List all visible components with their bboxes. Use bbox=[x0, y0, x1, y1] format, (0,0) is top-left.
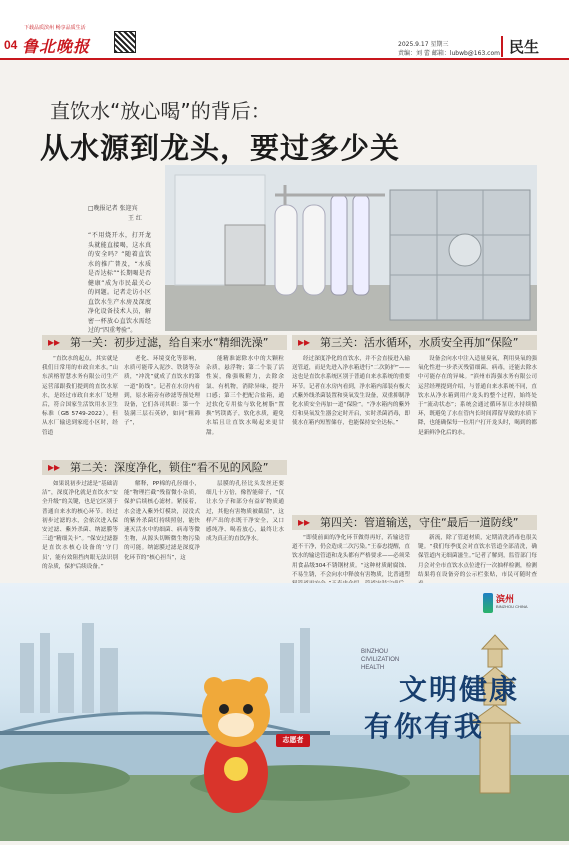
section-1-col-2: 老化、环境变化等影响，水质可能带入泥沙、铁锈等杂质，“冲洗”就成了直饮水的第一道“防线”。记者在水房内看到，原水箱旁有砂滤等预处理设备，它们各司其职：第一个装满三层石英砂，如同“粗筛子”， bbox=[124, 356, 200, 427]
chevron-right-icon: ▸▸ bbox=[298, 335, 311, 349]
section-1-heading bbox=[42, 335, 287, 350]
article-kicker: 直饮水“放心喝”的背后： bbox=[50, 99, 271, 123]
volunteer-badge: 志愿者 bbox=[276, 734, 310, 747]
banner-en-line-3: HEALTH bbox=[361, 665, 385, 671]
byline-reporter-1: □晚报记者 张迎宾 bbox=[88, 205, 138, 212]
byline bbox=[88, 204, 148, 224]
newspaper-name: 鲁北晚报 bbox=[22, 37, 91, 56]
section-3-heading-text: 第三关：活水循环，水质安全再加“保险” bbox=[320, 336, 519, 349]
masthead-slogan: 下载品质滨州 畅享品质生活 bbox=[24, 25, 86, 31]
section-4-heading-text: 第四关：管道输送，守住“最后一道防线” bbox=[320, 516, 519, 529]
section-1-col-3: 能精准滤除水中的大颗粒杂质，悬浮物；第二个装了活性炭，像强吸附力，去除余氯、有机物，消除异味，提升口感；第三个把配合盐箱，通过软化专用盐与软化树脂“置换”钙镁离子，软化水质，避免水垢且让直饮水喝起来更甘甜。 bbox=[206, 356, 284, 436]
section-2-heading bbox=[42, 460, 287, 475]
section-1-col-1: “直饮水的起点，其实就是我们日常用的市政自来水。”山东滨榕智慧水务有限公司生产运营部跟我们提到的直饮水原水，是经过市政自来水厂处理后，符合国家生活饮用水卫生标准（GB 5749-2022），但从水厂输送到家庭小区时，经管道 bbox=[42, 356, 118, 436]
section-2-col-3: 层膜的孔径比头发丝还要细几十万倍，像智能筛子，“仅让水分子和部分有益矿物质通过，其他有害物质被截留”，这样产出的水既干净安全，又口感纯净、喝着放心，最终让水成为真正的直饮净水。 bbox=[206, 481, 284, 543]
section-3-col-1: 经过深度净化的直饮水，并不会直接进入输送管道，而是先进入净水箱进行“二次防护”——这也是直饮水系统区别于普通自来水系统的重要环节。记者在水房内看到，净水箱内部装有极大式紫外线杀菌装置和臭氧发生设备，双重抑制净化水质安全再加一道“保险”。“净水箱内的紫外灯和臭氧发生器会定时开启，实时杀菌消毒，即使水在箱内短暂储存，也能保持安全达标。” bbox=[292, 356, 410, 427]
section-4-col-2: 新流，除了管道材质，定期清洗消毒也很关键。“我们每季度会对直饮水管道全部清洗，确保管道内无细菌滋生。”记者了解到，监管部门每月会对全市直饮水点位进行一次抽样检测，检测结果将在设备旁的公示栏张贴，市民可随时查 bbox=[418, 535, 537, 578]
section-1-heading-text: 第一关：初步过滤，给自来水“精细洗澡” bbox=[70, 336, 269, 349]
header-divider bbox=[0, 58, 569, 60]
section-label: 民生 bbox=[501, 36, 539, 57]
section-2-col-1: 如果说初步过滤是“基础清洁”，深度净化就是直饮水“安全升级”的关键，也是它区别于普通自来水的核心环节。经过初步过滤的水，会依次进入保安过滤、紫外杀菌、纳滤膜等三道“精细关卡”。“保安过滤器是直饮水核心设备的‘守门员’，能有效阻挡肉眼无法识别的杂质，保护后续设备。” bbox=[42, 481, 118, 570]
chevron-right-icon: ▸▸ bbox=[48, 335, 61, 349]
qr-code-icon bbox=[114, 31, 136, 53]
section-2-heading-text: 第二关：深度净化，锁住“看不见的风险” bbox=[70, 461, 269, 474]
equipment-illustration bbox=[165, 165, 537, 331]
logo-title: 滨州 bbox=[496, 595, 515, 605]
banner-english-text bbox=[361, 648, 399, 672]
banner-slogan-line-1: 文明健康 bbox=[399, 673, 520, 706]
page-number: 04 bbox=[4, 38, 18, 52]
banner-en-line-1: BINZHOU bbox=[361, 649, 388, 655]
article-title: 从水源到龙头，要过多少关 bbox=[40, 131, 401, 165]
editor-info: 责编：刘 蕾 邮箱：lubwb@163.com bbox=[398, 50, 500, 57]
water-plant-photo bbox=[165, 165, 537, 331]
chevron-right-icon: ▸▸ bbox=[298, 515, 311, 529]
logo-subtitle: BINZHOU CHINA bbox=[496, 604, 528, 609]
article-lead: “不用烧开水，打开龙头就能直接喝，这水真的安全吗？”随着直饮水的推广普及，“水质是否达标”“长期喝是否健康”成为市民最关心的问题。记者走访小区直饮水生产水房及深度净化设备技术人员，解密一杯放心直饮水需经过的“四重考验”。 bbox=[88, 232, 151, 334]
section-4-col-1: “即使前面的净化环节做得再好，若输送管道不干净，仍会造成二次污染。”王泰忠提醒，直饮水的输送管道和龙头都有严格要求——必须采用食品级304不锈钢材质。“这种材质耐腐蚀、不易生锈，不会向水中释放有害物质，比普通塑 bbox=[292, 535, 410, 578]
section-4-heading bbox=[292, 515, 537, 530]
section-3-col-2: 设备会向水中注入适量臭氧，利用臭氧的强氧化性进一步杀灭残留细菌、病毒，还能去除水中可能存在的异味。“滨州市海强水务有限公司运营经理提到介绍，与普通自来水系统不同，直饮水从净水箱到用户龙头的整个过程，始终处于“流动状态”；系统会通过循环泵让水持续循环，既避免了水在管内长时间滞留导致的水质下降，也能确保每一位用户打开龙头时，喝到的都是新鲜净化后的水。 bbox=[418, 356, 537, 436]
byline-reporter-2: 王 红 bbox=[128, 215, 142, 222]
banner-en-line-2: CIVILIZATION bbox=[361, 657, 400, 663]
section-3-heading bbox=[292, 335, 537, 350]
section-2-col-2: 解释，PP棉的孔径细小，能“物理拦截”残留微小杂质，保护后续核心滤材。紧接着，水会进入紫外灯模块，浸没式的紫外杀菌灯持续照射，能快速灭活水中的细菌、病毒等微生物，从源头切断微生物污染的可能。纳滤膜过滤是深度净化环节的“核心担当”，这 bbox=[124, 481, 200, 561]
issue-date: 2025.9.17 星期三 bbox=[398, 41, 449, 48]
binzhou-logo-icon bbox=[483, 593, 493, 613]
banner-slogan-line-2: 有你有我 bbox=[364, 710, 485, 743]
chevron-right-icon: ▸▸ bbox=[48, 460, 61, 474]
